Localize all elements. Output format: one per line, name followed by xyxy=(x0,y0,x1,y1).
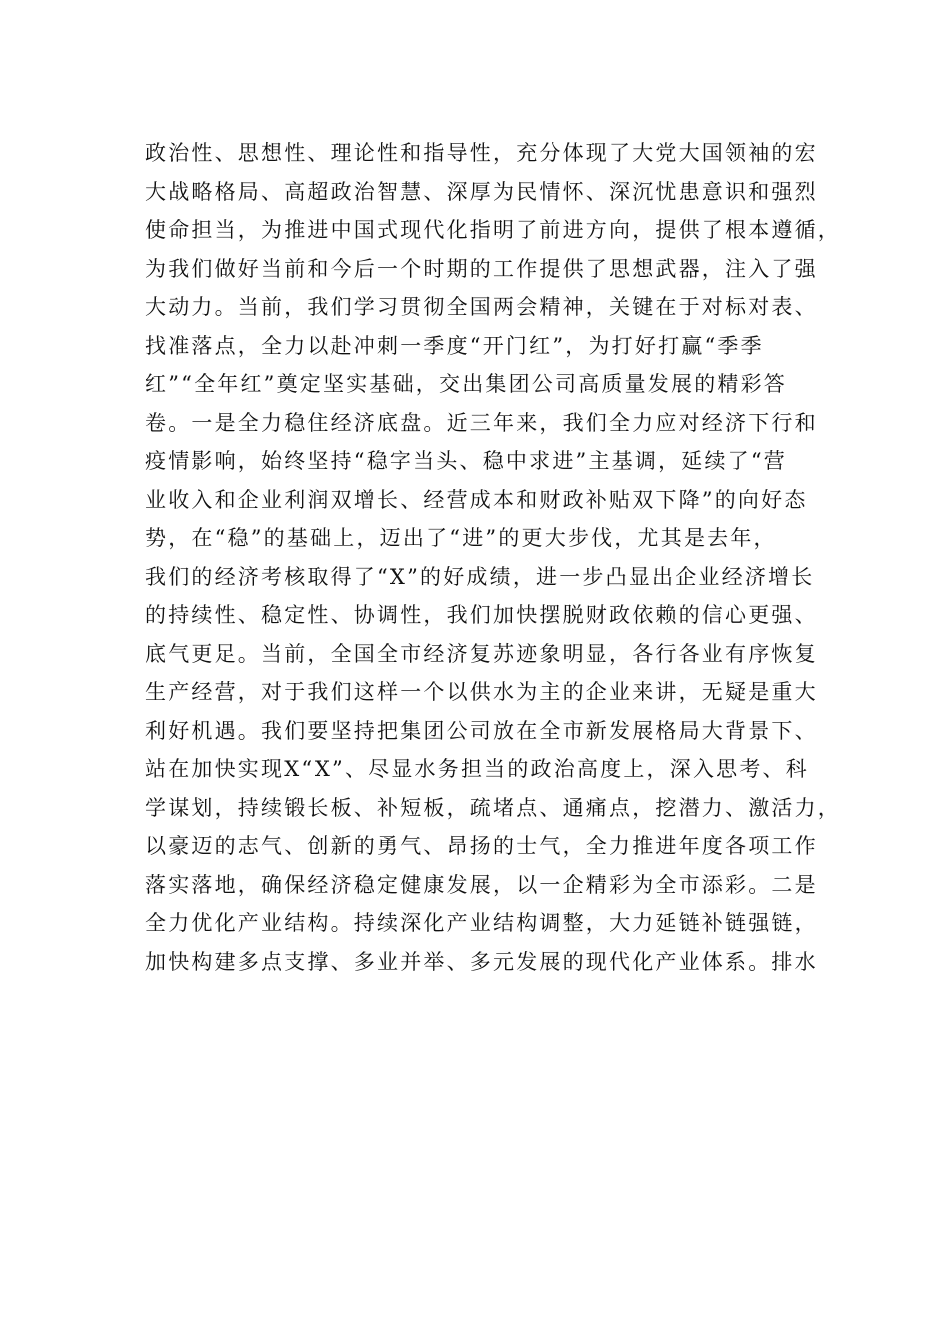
text-line: 生产经营，对于我们这样一个以供水为主的企业来讲，无疑是重大 xyxy=(145,680,818,704)
text-line: 的持续性、稳定性、协调性，我们加快摆脱财政依赖的信心更强、 xyxy=(145,603,818,627)
text-line: 利好机遇。我们要坚持把集团公司放在全市新发展格局大背景下、 xyxy=(145,718,818,743)
text-line: 落实落地，确保经济稳定健康发展，以一企精彩为全市添彩。二是 xyxy=(145,872,818,897)
text-line: 学谋划，持续锻长板、补短板，疏堵点、通痛点，挖潜力、激活力， xyxy=(145,795,841,820)
text-line: 疫情影响，始终坚持“稳字当头、稳中求进”主基调，延续了“营 xyxy=(145,449,788,473)
text-line: 大动力。当前，我们学习贯彻全国两会精神，关键在于对标对表、 xyxy=(145,295,818,319)
text-line: 我们的经济考核取得了“X”的好成绩，进一步凸显出企业经济增长 xyxy=(145,564,815,589)
text-line: 卷。一是全力稳住经济底盘。近三年来，我们全力应对经济下行和 xyxy=(145,410,818,435)
text-line: 底气更足。当前，全国全市经济复苏迹象明显，各行各业有序恢复 xyxy=(145,641,818,666)
text-line: 使命担当，为推进中国式现代化指明了前进方向，提供了根本遵循， xyxy=(145,218,841,242)
text-line: 为我们做好当前和今后一个时期的工作提供了思想武器，注入了强 xyxy=(145,256,818,281)
text-line: 以豪迈的志气、创新的勇气、昂扬的士气，全力推进年度各项工作 xyxy=(145,834,818,858)
text-line: 全力优化产业结构。持续深化产业结构调整，大力延链补链强链， xyxy=(145,911,818,935)
body-text xyxy=(145,134,841,981)
text-line: 红”“全年红”奠定坚实基础，交出集团公司高质量发展的精彩答 xyxy=(145,372,788,396)
text-line: 政治性、思想性、理论性和指导性，充分体现了大党大国领袖的宏 xyxy=(145,141,818,165)
text-line: 势，在“稳”的基础上，迈出了“进”的更大步伐，尤其是去年， xyxy=(145,526,777,550)
text-line: 加快构建多点支撑、多业并举、多元发展的现代化产业体系。排水 xyxy=(145,949,818,974)
text-line: 大战略格局、高超政治智慧、深厚为民情怀、深沉忧患意识和强烈 xyxy=(145,179,818,204)
text-line: 找准落点，全力以赴冲刺一季度“开门红”，为打好打赢“季季 xyxy=(145,333,764,358)
text-line: 业收入和企业利润双增长、经营成本和财政补贴双下降”的向好态 xyxy=(145,487,808,512)
text-line: 站在加快实现X“X”、尽显水务担当的政治高度上，深入思考、科 xyxy=(145,757,809,781)
